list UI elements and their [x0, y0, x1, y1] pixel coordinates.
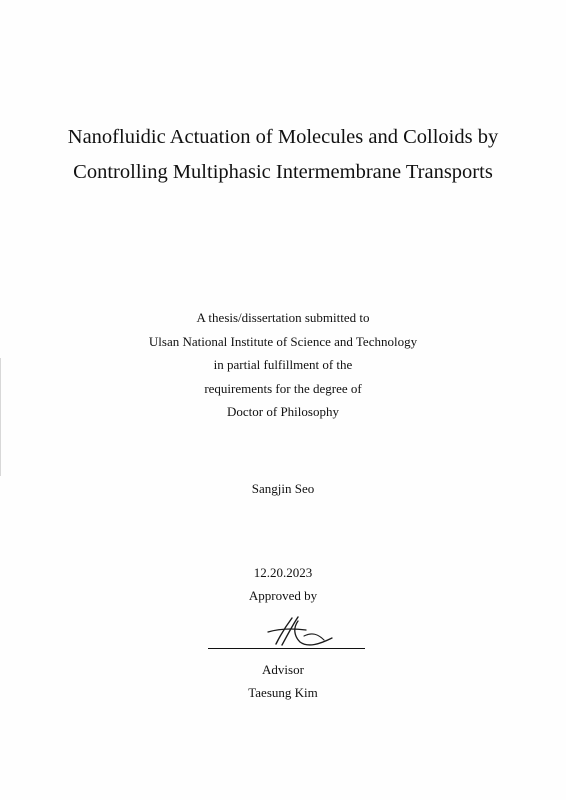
submission-date: 12.20.2023 — [253, 565, 313, 580]
signature-line — [208, 648, 365, 649]
author-name: Sangjin Seo — [251, 481, 315, 496]
approved-by-label: Approved by — [248, 588, 318, 603]
submission-line-4: requirements for the degree of — [204, 380, 362, 396]
submission-line-3: in partial fulfillment of the — [213, 357, 353, 372]
handwritten-signature-icon — [262, 614, 342, 650]
thesis-title — [0, 120, 566, 190]
advisor-label: Advisor — [262, 662, 304, 677]
submission-line-1: A thesis/dissertation submitted to — [196, 310, 370, 325]
submission-statement — [0, 306, 566, 424]
submission-line-5: Doctor of Philosophy — [227, 404, 339, 419]
advisor-name: Taesung Kim — [248, 685, 318, 700]
title-line-1: Nanofluidic Actuation of Molecules and Colloids by — [67, 126, 499, 148]
submission-line-2: Ulsan National Institute of Science and Technology — [148, 333, 418, 349]
title-line-2: Controlling Multiphasic Intermembrane Transports — [73, 161, 493, 183]
